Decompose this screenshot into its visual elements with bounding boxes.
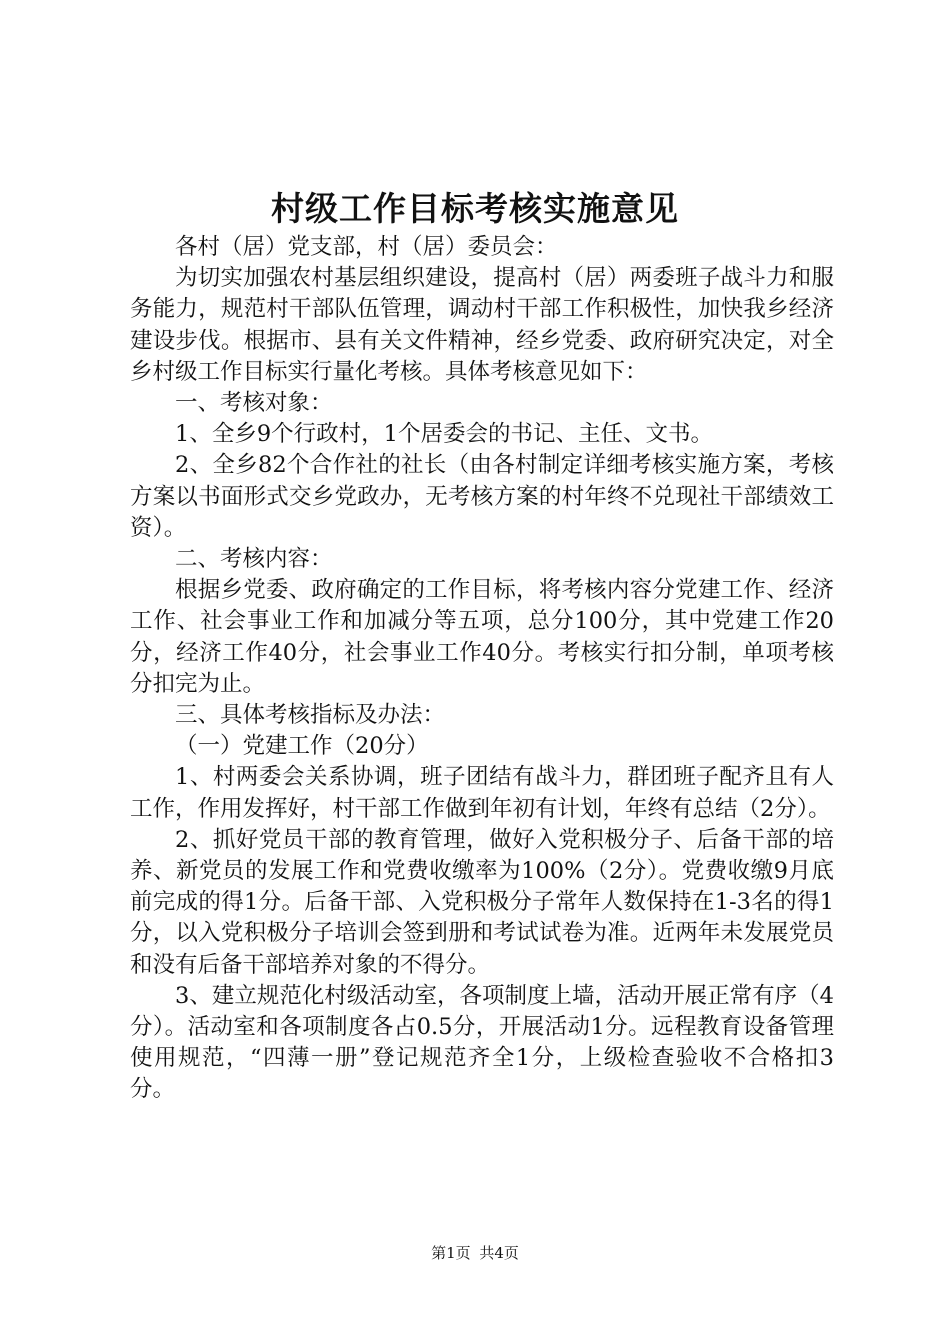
section-heading-content: 二、考核内容： — [175, 546, 333, 573]
paragraph-target-1: 1、全乡9个行政村，1个居委会的书记、主任、文书。 — [175, 421, 713, 448]
page-number: 第1页 — [431, 1244, 471, 1262]
document-body — [130, 232, 834, 1106]
paragraph-target-2: 2、全乡82个合作社的社长（由各村制定详细考核实施方案，考核方案以书面形式交乡党政办，无考核方案的村年终不兑现社干部绩效工资）。 — [130, 452, 834, 541]
section-heading-indicators: 三、具体考核指标及办法： — [175, 702, 446, 729]
page-total: 共4页 — [479, 1244, 519, 1262]
paragraph-intro: 为切实加强农村基层组织建设，提高村（居）两委班子战斗力和服务能力，规范村干部队伍管理，调动村干部工作积极性，加快我乡经济建设步伐。根据市、县有关文件精神，经乡党委、政府研究决定，对全乡村级工作目标实行量化考核。具体考核意见如下： — [130, 265, 834, 385]
subsection-heading-party: （一）党建工作（20分） — [175, 733, 429, 760]
paragraph-party-3: 3、建立规范化村级活动室，各项制度上墙，活动开展正常有序（4分）。活动室和各项制度各占0.5分，开展活动1分。远程教育设备管理使用规范，“四薄一册”登记规范齐全1分，上级检查验收不合格扣3分。 — [130, 982, 834, 1103]
page-footer — [0, 1243, 950, 1263]
paragraph-party-2: 2、抓好党员干部的教育管理，做好入党积极分子、后备干部的培养、新党员的发展工作和党费收缴率为100%（2分）。党费收缴9月底前完成的得1分。后备干部、入党积极分子常年人数保持在1-3名的得1分，以入党积极分子培训会签到册和考试试卷为准。近两年未发展党员和没有后备干部培养对象的不得分。 — [130, 826, 834, 978]
section-heading-targets: 一、考核对象： — [175, 390, 333, 417]
document-title: 村级工作目标考核实施意见 — [271, 189, 679, 228]
paragraph-party-1: 1、村两委会关系协调，班子团结有战斗力，群团班子配齐且有人工作，作用发挥好，村干部工作做到年初有计划，年终有总结（2分）。 — [130, 764, 834, 822]
paragraph-content: 根据乡党委、政府确定的工作目标，将考核内容分党建工作、经济工作、社会事业工作和加减分等五项，总分100分，其中党建工作20分，经济工作40分，社会事业工作40分。考核实行扣分制，单项考核分扣完为止。 — [130, 577, 834, 697]
paragraph-salutation: 各村（居）党支部，村（居）委员会： — [175, 234, 558, 260]
